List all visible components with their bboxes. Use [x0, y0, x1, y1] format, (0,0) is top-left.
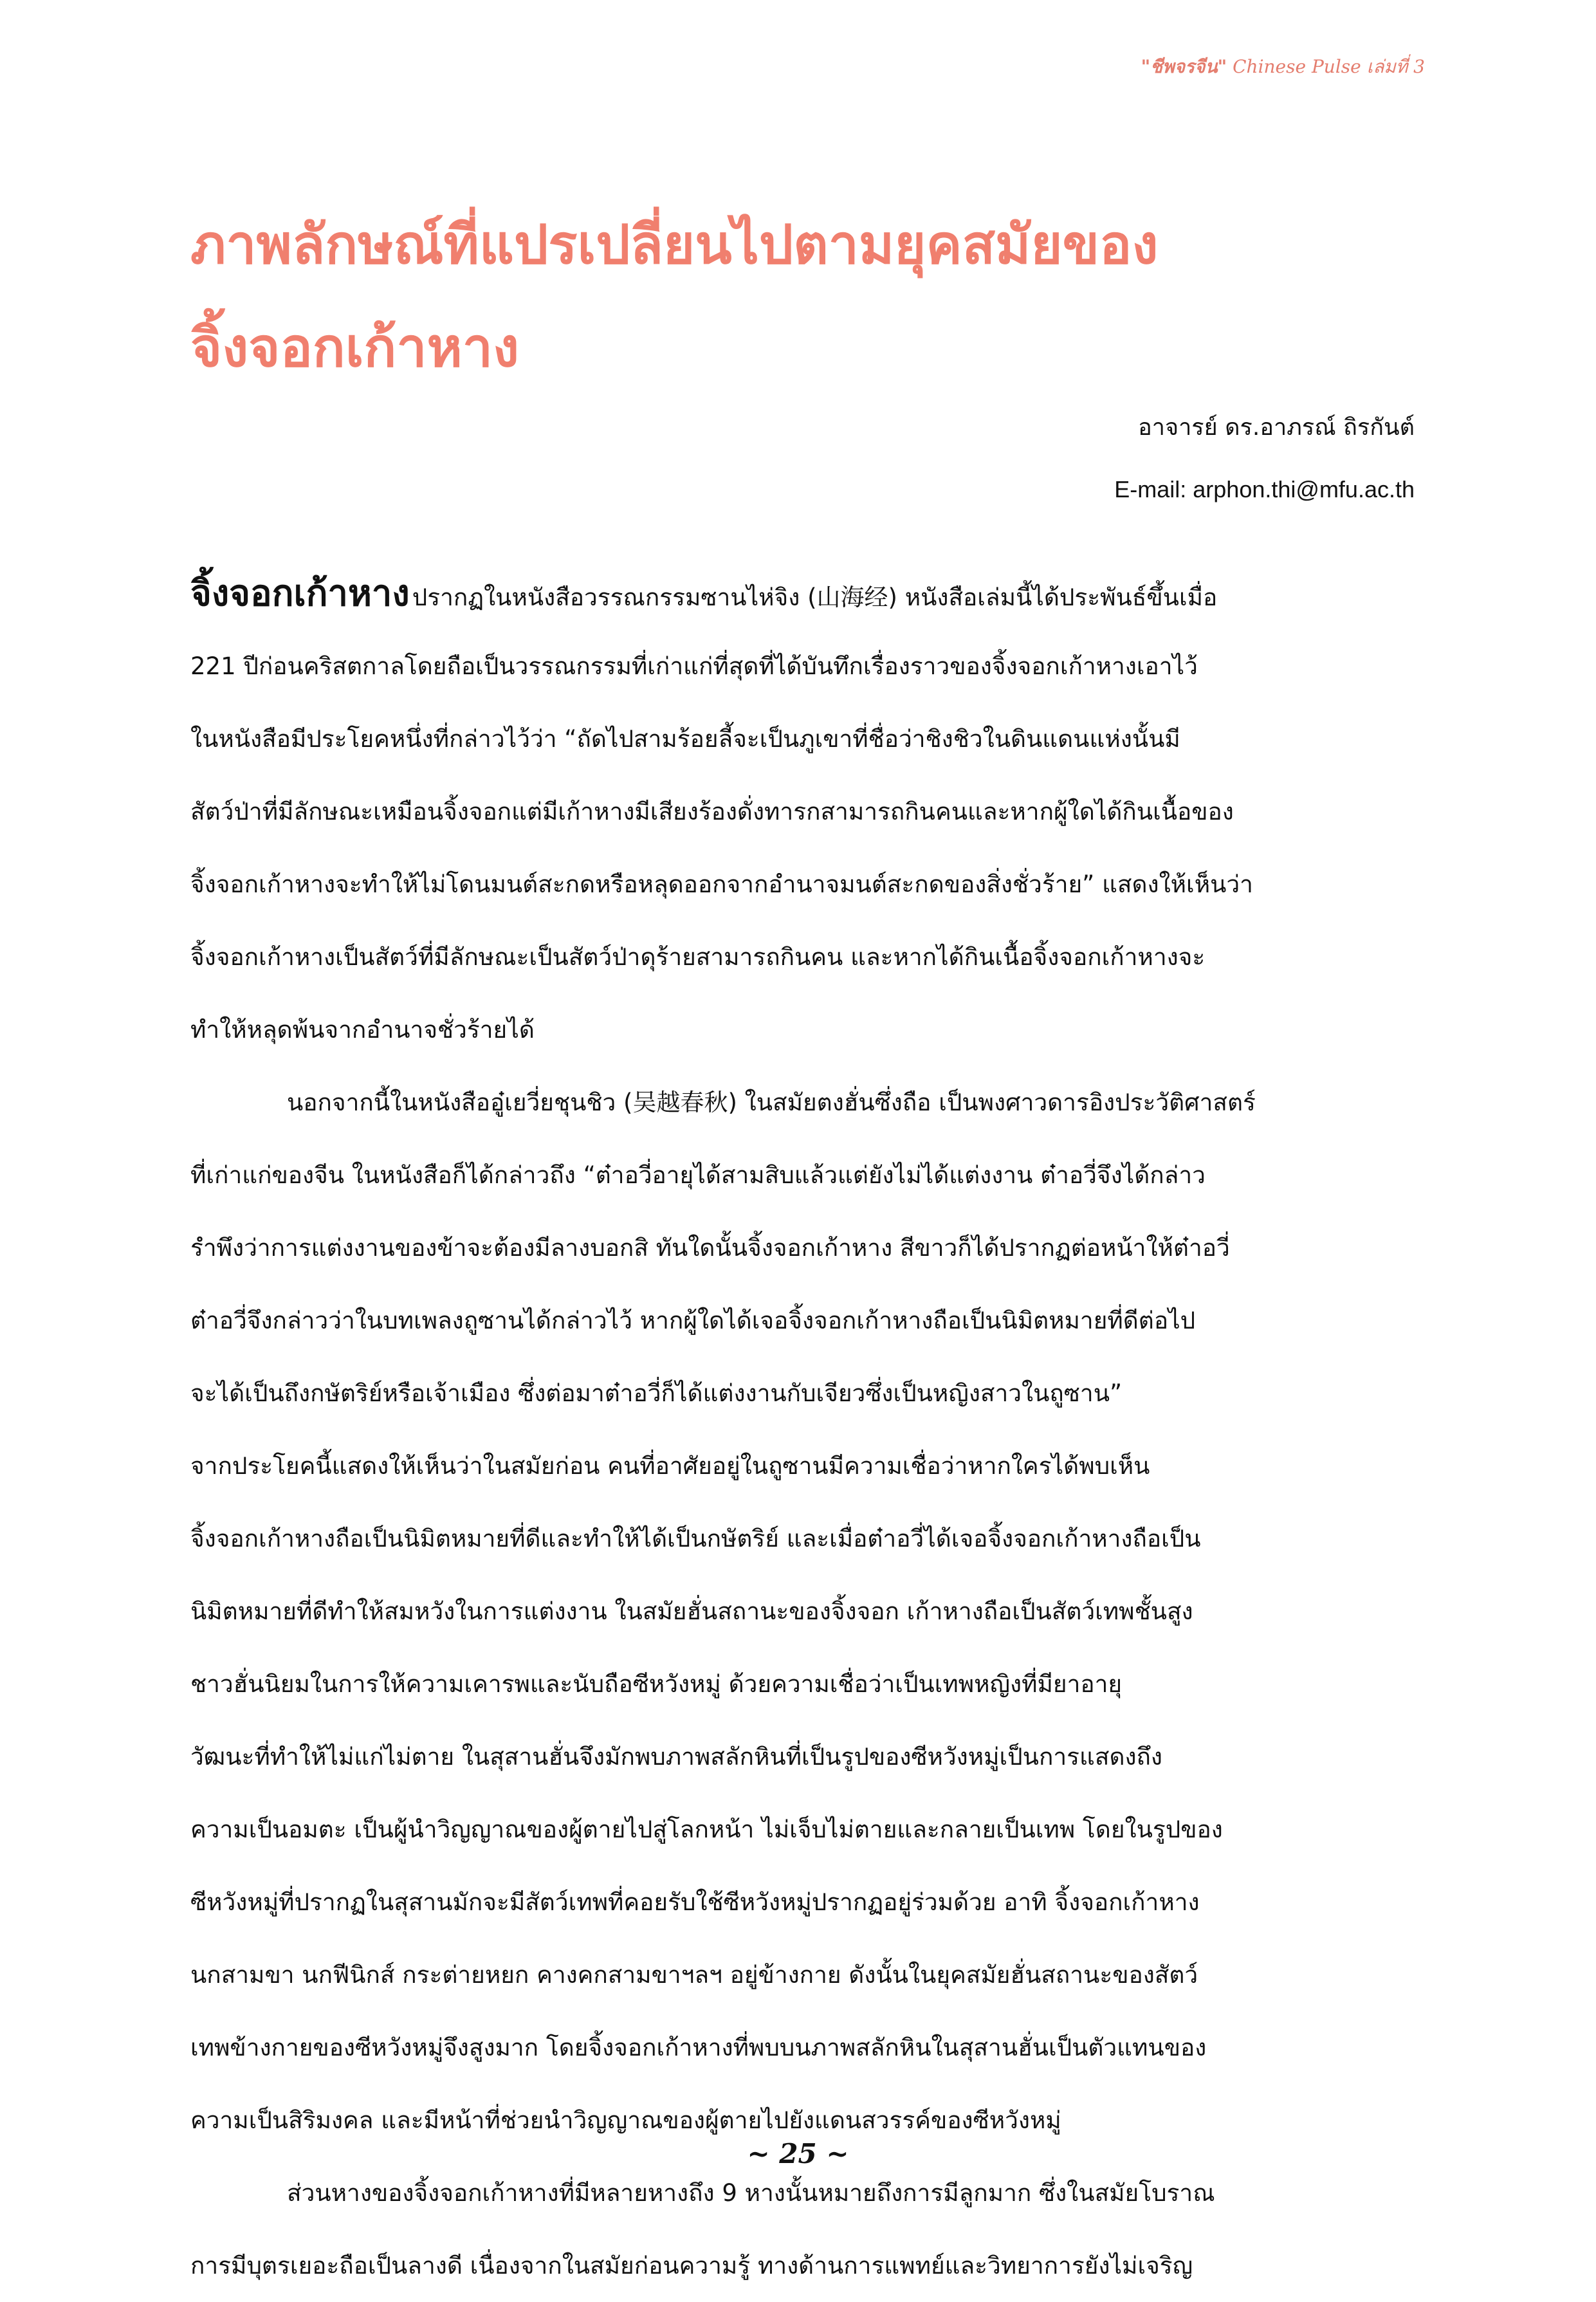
- body-line: ชาวฮั่นนิยมในการให้ความเคารพและนับถือซีหวังหมู่ ด้วยความเชื่อว่าเป็นเทพหญิงที่มียาอายุ: [190, 1670, 1123, 1698]
- title-line-1: ภาพลักษณ์ที่แปรเปลี่ยนไปตามยุคสมัยของ: [190, 213, 1159, 276]
- running-header: [1141, 53, 1425, 81]
- body-line: รำพึงว่าการแต่งงานของข้าจะต้องมีลางบอกสิ ทันใดนั้นจิ้งจอกเก้าหาง สีขาวก็ได้ปรากฏต่อหน้าให้ต๋าอวี่: [190, 1234, 1230, 1262]
- body-line: นิมิตหมายที่ดีทำให้สมหวังในการแต่งงาน ในสมัยฮั่นสถานะของจิ้งจอก เก้าหางถือเป็นสัตว์เทพชั้นสูง: [190, 1598, 1193, 1625]
- body-line: จิ้งจอกเก้าหางถือเป็นนิมิตหมายที่ดีและทำให้ได้เป็นกษัตริย์ และเมื่อต๋าอวี่ได้เจอจิ้งจอกเก้าหางถือเป็น: [190, 1525, 1201, 1552]
- body-line: ความเป็นอมตะ เป็นผู้นำวิญญาณของผู้ตายไปสู่โลกหน้า ไม่เจ็บไม่ตายและกลายเป็นเทพ โดยในรูปของ: [190, 1816, 1223, 1843]
- body-line: ความเป็นสิริมงคล และมีหน้าที่ช่วยนำวิญญาณของผู้ตายไปยังแดนสวรรค์ของซีหวังหมู่: [190, 2106, 1061, 2134]
- issue-number: เล่มที่ 3: [1366, 56, 1425, 77]
- body-line: สัตว์ป่าที่มีลักษณะเหมือนจิ้งจอกแต่มีเก้าหางมีเสียงร้องดั่งทารกสามารถกินคนและหากผู้ใดได้กินเนื้อของ: [190, 798, 1234, 825]
- title-line-2: จิ้งจอกเก้าหาง: [190, 316, 520, 379]
- body-line: จิ้งจอกเก้าหางเป็นสัตว์ที่มีลักษณะเป็นสัตว์ป่าดุร้ายสามารถกินคน และหากได้กินเนื้อจิ้งจอกเก้าหางจะ: [190, 943, 1206, 971]
- body-line: ต๋าอวี่จึงกล่าวว่าในบทเพลงถูซานได้กล่าวไว้ หากผู้ใดได้เจอจิ้งจอกเก้าหางถือเป็นนิมิตหมายที่ดีต่อไป: [190, 1307, 1196, 1334]
- body-line: การมีบุตรเยอะถือเป็นลางดี เนื่องจากในสมัยก่อนความรู้ ทางด้านการแพทย์และวิทยาการยังไม่เจริญ: [190, 2252, 1193, 2279]
- page-number: ~ 25 ~: [747, 2138, 849, 2169]
- body-line: [190, 557, 1415, 630]
- article-body: [190, 557, 1415, 2302]
- body-line: ที่เก่าแก่ของจีน ในหนังสือก็ได้กล่าวถึง “ต๋าอวี่อายุได้สามสิบแล้วแต่ยังไม่ได้แต่งงาน ต๋าอวี่จึงได้กล่าว: [190, 1161, 1206, 1189]
- body-line: ซีหวังหมู่ที่ปรากฏในสุสานมักจะมีสัตว์เทพที่คอยรับใช้ซีหวังหมู่ปรากฏอยู่ร่วมด้วย อาทิ จิ้งจอกเก้าหาง: [190, 1888, 1200, 1916]
- body-line: เทพข้างกายของซีหวังหมู่จึงสูงมาก โดยจิ้งจอกเก้าหางที่พบบนภาพสลักหินในสุสานฮั่นเป็นตัวแทนของ: [190, 2034, 1207, 2061]
- body-line: 221 ปีก่อนคริสตกาลโดยถือเป็นวรรณกรรมที่เก่าแก่ที่สุดที่ได้บันทึกเรื่องราวของจิ้งจอกเก้าหางเอาไว้: [190, 652, 1198, 680]
- body-line: ทำให้หลุดพ้นจากอำนาจชั่วร้ายได้: [190, 1016, 535, 1044]
- body-line: จะได้เป็นถึงกษัตริย์หรือเจ้าเมือง ซึ่งต่อมาต๋าอวี่ก็ได้แต่งงานกับเจียวซึ่งเป็นหญิงสาวในถูซาน”: [190, 1379, 1123, 1407]
- body-line: จากประโยคนี้แสดงให้เห็นว่าในสมัยก่อน คนที่อาศัยอยู่ในถูซานมีความเชื่อว่าหากใครได้พบเห็น: [190, 1452, 1150, 1480]
- body-line-text: ปรากฏในหนังสือวรรณกรรมซานไห่จิง (山海经) หนังสือเล่มนี้ได้ประพันธ์ขึ้นเมื่อ: [412, 584, 1218, 611]
- dropcap-text: จิ้งจอกเก้าหาง: [190, 573, 410, 614]
- author-email: E-mail: arphon.thi@mfu.ac.th: [1114, 476, 1415, 502]
- body-line: นกสามขา นกฟีนิกส์ กระต่ายหยก คางคกสามขาฯลฯ อยู่ข้างกาย ดังนั้นในยุคสมัยฮั่นสถานะของสัตว์: [190, 1961, 1198, 1989]
- magazine-subtitle: Chinese Pulse: [1233, 56, 1361, 77]
- magazine-name: "ชีพจรจีน": [1141, 56, 1227, 77]
- body-line: ส่วนหางของจิ้งจอกเก้าหางที่มีหลายหางถึง 9 หางนั้นหมายถึงการมีลูกมาก ซึ่งในสมัยโบราณ: [287, 2179, 1215, 2207]
- body-line: วัฒนะที่ทำให้ไม่แก่ไม่ตาย ในสุสานฮั่นจึงมักพบภาพสลักหินที่เป็นรูปของซีหวังหมู่เป็นการแสดงถึง: [190, 1743, 1163, 1771]
- body-line: นอกจากนี้ในหนังสืออู๋เยวี่ยชุนชิว (吴越春秋) ในสมัยตงฮั่นซึ่งถือ เป็นพงศาวดารอิงประวัติศาสตร์: [287, 1089, 1256, 1116]
- author-name: อาจารย์ ดร.อาภรณ์ ถิรกันต์: [1138, 414, 1415, 441]
- article-title: [190, 193, 1413, 399]
- body-line: จิ้งจอกเก้าหางจะทำให้ไม่โดนมนต์สะกดหรือหลุดออกจากอำนาจมนต์สะกดของสิ่งชั่วร้าย” แสดงให้เห็นว่า: [190, 870, 1253, 898]
- body-line: ในหนังสือมีประโยคหนึ่งที่กล่าวไว้ว่า “ถัดไปสามร้อยลี้จะเป็นภูเขาที่ชื่อว่าชิงชิวในดินแดนแห่งนั้นมี: [190, 725, 1180, 753]
